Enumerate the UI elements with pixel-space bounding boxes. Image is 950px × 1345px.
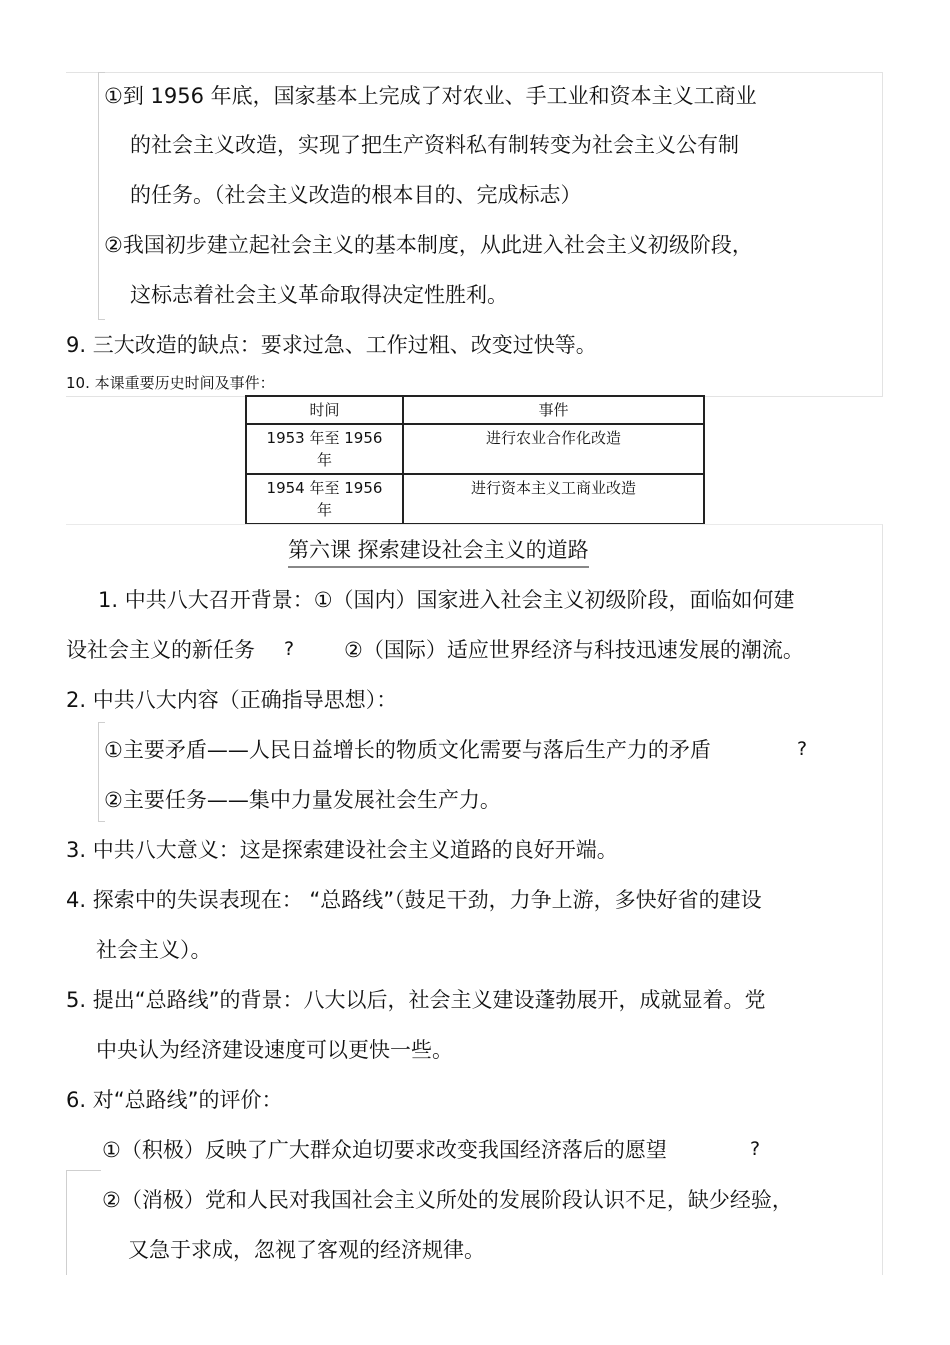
point-4-line2: 社会主义）。 bbox=[96, 938, 212, 962]
point-2-a: ①主要矛盾——人民日益增长的物质文化需要与落后生产力的矛盾 bbox=[104, 738, 711, 762]
point-1-line1: 1. 中共八大召开背景：①（国内）国家进入社会主义初级阶段，面临如何建 bbox=[98, 588, 795, 612]
point-6-a: ①（积极）反映了广大群众迫切要求改变我国经济落后的愿望 bbox=[102, 1138, 667, 1162]
point-6-b-line2: 又急于求成，忽视了客观的经济规律。 bbox=[128, 1238, 485, 1262]
time-line2: 年 bbox=[316, 501, 332, 519]
point-3: 3. 中共八大意义：这是探索建设社会主义道路的良好开端。 bbox=[66, 838, 618, 862]
point-2: 2. 中共八大内容（正确指导思想）： bbox=[66, 688, 398, 712]
item1-line3: 的任务。（社会主义改造的根本目的、完成标志） bbox=[130, 183, 582, 207]
cell-time bbox=[246, 474, 403, 524]
question-mark: ? bbox=[750, 1138, 761, 1160]
point-1-line2b: ②（国际）适应世界经济与科技迅速发展的潮流。 bbox=[344, 638, 804, 662]
table-header-row bbox=[246, 396, 704, 424]
time-line2: 年 bbox=[316, 451, 332, 469]
cell-event: 进行农业合作化改造 bbox=[403, 424, 704, 474]
header-event: 事件 bbox=[403, 396, 704, 424]
question-mark: ? bbox=[797, 738, 808, 760]
point-2-b: ②主要任务——集中力量发展社会生产力。 bbox=[104, 788, 501, 812]
point-6-b-line1: ②（消极）党和人民对我国社会主义所处的发展阶段认识不足，缺少经验， bbox=[102, 1188, 793, 1212]
point-5-line1: 5. 提出“总路线”的背景：八大以后，社会主义建设蓬勃展开，成就显着。党 bbox=[66, 988, 766, 1012]
events-table bbox=[245, 395, 705, 525]
item2-line2: 这标志着社会主义革命取得决定性胜利。 bbox=[130, 283, 508, 307]
lesson-title: 第六课 探索建设社会主义的道路 bbox=[288, 536, 589, 568]
item1-line2: 的社会主义改造，实现了把生产资料私有制转变为社会主义公有制 bbox=[130, 133, 739, 157]
item2-line1: ②我国初步建立起社会主义的基本制度，从此进入社会主义初级阶段， bbox=[104, 233, 753, 257]
time-line1: 1954 年至 1956 bbox=[266, 479, 383, 497]
question-mark: ? bbox=[284, 638, 295, 660]
point-5-line2: 中央认为经济建设速度可以更快一些。 bbox=[96, 1038, 453, 1062]
header-time: 时间 bbox=[246, 396, 403, 424]
point-9: 9. 三大改造的缺点：要求过急、工作过粗、改变过快等。 bbox=[66, 333, 597, 357]
time-line1: 1953 年至 1956 bbox=[266, 429, 383, 447]
point-4-line1: 4. 探索中的失误表现在： “总路线”（鼓足干劲，力争上游，多快好省的建设 bbox=[66, 888, 762, 912]
bracket-point-6 bbox=[66, 1170, 101, 1275]
cell-time bbox=[246, 424, 403, 474]
table-row bbox=[246, 424, 704, 474]
cell-event: 进行资本主义工商业改造 bbox=[403, 474, 704, 524]
item1-line1: ①到 1956 年底，国家基本上完成了对农业、手工业和资本主义工商业 bbox=[104, 84, 757, 108]
point-10: 10. 本课重要历史时间及事件： bbox=[66, 374, 275, 392]
point-1-line2: 设社会主义的新任务 bbox=[66, 638, 255, 662]
point-6: 6. 对“总路线”的评价： bbox=[66, 1088, 283, 1112]
table-row bbox=[246, 474, 704, 524]
